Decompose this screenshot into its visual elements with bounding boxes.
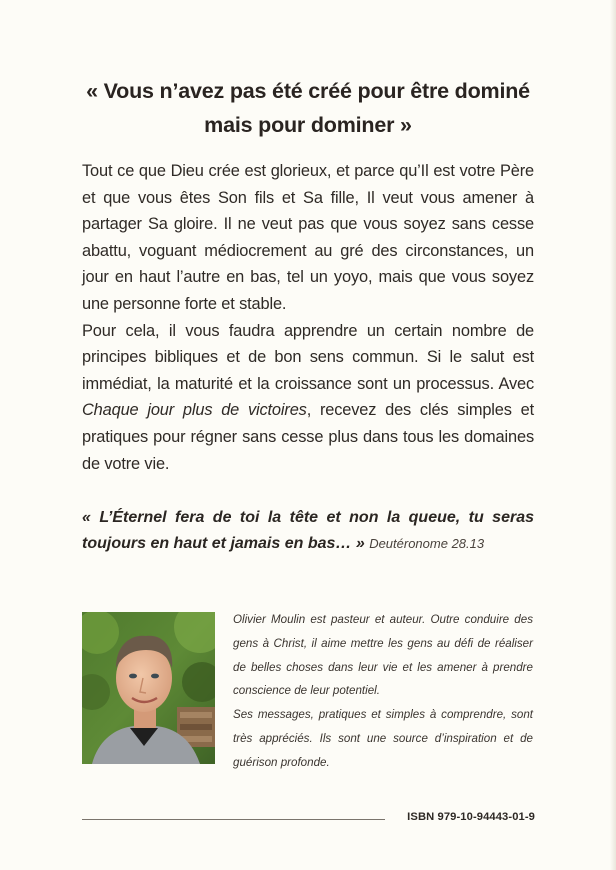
- book-title: Chaque jour plus de victoires: [82, 401, 307, 420]
- bible-verse: [82, 505, 534, 557]
- page-edge: [610, 0, 616, 870]
- bio-paragraph-1: Olivier Moulin est pasteur et auteur. Outre conduire des gens à Christ, il aime mettre les gens au défi de réaliser de belles choses dans leur vie et les amener à prendre conscience de leur potentiel.: [233, 613, 533, 698]
- blurb-p2-end: , recevez des clés simples et pratiques pour régner sans cesse plus dans tous les domaines de votre vie.: [82, 401, 534, 473]
- author-bio: [233, 608, 533, 775]
- bio-paragraph-2: Ses messages, pratiques et simples à comprendre, sont très appréciés. Ils sont une source d’inspiration et de guérison profonde.: [233, 708, 533, 769]
- verse-quote: « L’Éternel fera de toi la tête et non la queue, tu seras toujours en haut et jamais en bas… »: [82, 509, 534, 552]
- verse-reference: Deutéronome 28.13: [369, 536, 485, 551]
- blurb-paragraph-1: Tout ce que Dieu crée est glorieux, et parce qu’Il est votre Père et que vous êtes Son fils et Sa fille, Il veut vous amener à partager Sa gloire. Il ne veut pas que vous soyez sans cesse abattu, voguant médiocrement au gré des circonstances, un jour en haut l’autre en bas, tel un yoyo, mais que vous soyez une personne forte et stable.: [82, 162, 534, 313]
- back-cover-heading: [40, 74, 576, 142]
- footer-divider: [82, 819, 385, 820]
- isbn-number: ISBN 979-10-94443-01-9: [407, 811, 535, 823]
- author-photo: [82, 612, 215, 764]
- blurb-paragraph-2: [82, 318, 534, 478]
- blurb-text: [82, 158, 534, 477]
- heading-line-2: mais pour dominer »: [204, 113, 412, 137]
- heading-line-1: « Vous n’avez pas été créé pour être dominé: [86, 79, 530, 103]
- blurb-p2-start: Pour cela, il vous faudra apprendre un certain nombre de principes bibliques et de bon sens commun. Si le salut est immédiat, la maturité et la croissance sont un processus. Avec: [82, 321, 534, 393]
